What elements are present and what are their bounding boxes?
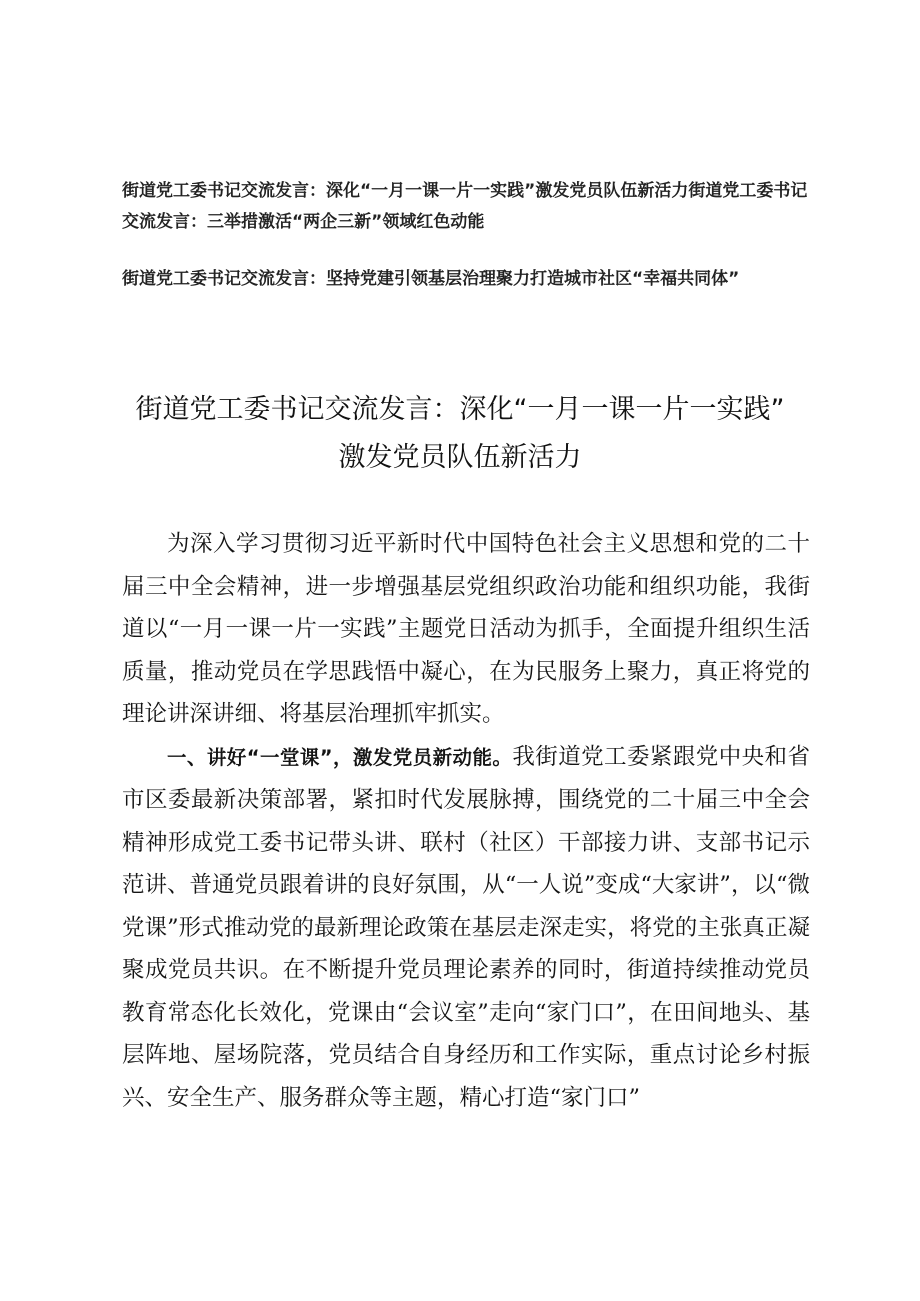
toc-entry-2[interactable]: 街道党工委书记交流发言：坚持党建引领基层治理聚力打造城市社区“幸福共同体” xyxy=(122,269,740,289)
article-title xyxy=(60,386,860,482)
title-line-1: 街道党工委书记交流发言：深化“一月一课一片一实践” xyxy=(135,394,785,425)
toc-spacer xyxy=(122,238,812,264)
title-line-2: 激发党员队伍新活力 xyxy=(338,442,582,473)
intro-paragraph: 为深入学习贯彻习近平新时代中国特色社会主义思想和党的二十届三中全会精神，进一步增强基层党组织政治功能和组织功能，我街道以“一月一课一片一实践”主题党日活动为抓手，全面提升组织生活质量，推动党员在学思践悟中凝心，在为民服务上聚力，真正将党的理论讲深讲细、将基层治理抓牢抓实。 xyxy=(122,531,810,727)
article-body xyxy=(122,523,810,1119)
table-of-contents xyxy=(122,176,812,295)
section-1-text: 我街道党工委紧跟党中央和省市区委最新决策部署，紧扣时代发展脉搏，围绕党的二十届三中全会精神形成党工委书记带头讲、联村（社区）干部接力讲、支部书记示范讲、普通党员跟着讲的良好氛围，从“一人说”变成“大家讲”，以“微党课”形式推动党的最新理论政策在基层走深走实，将党的主张真正凝聚成党员共识。在不断提升党员理论素养的同时，街道持续推动党员教育常态化长效化，党课由“会议室”走向“家门口”，在田间地头、基层阵地、屋场院落，党员结合自身经历和工作实际，重点讨论乡村振兴、安全生产、服务群众等主题，精心打造“家门口” xyxy=(122,743,810,1111)
toc-entry-1[interactable]: 街道党工委书记交流发言：深化“一月一课一片一实践”激发党员队伍新活力街道党工委书记交流发言：三举措激活“两企三新”领域红色动能 xyxy=(122,181,808,232)
section-1-paragraph xyxy=(122,736,810,1120)
section-1-heading: 一、讲好“一堂课”，激发党员新动能。 xyxy=(167,745,513,769)
